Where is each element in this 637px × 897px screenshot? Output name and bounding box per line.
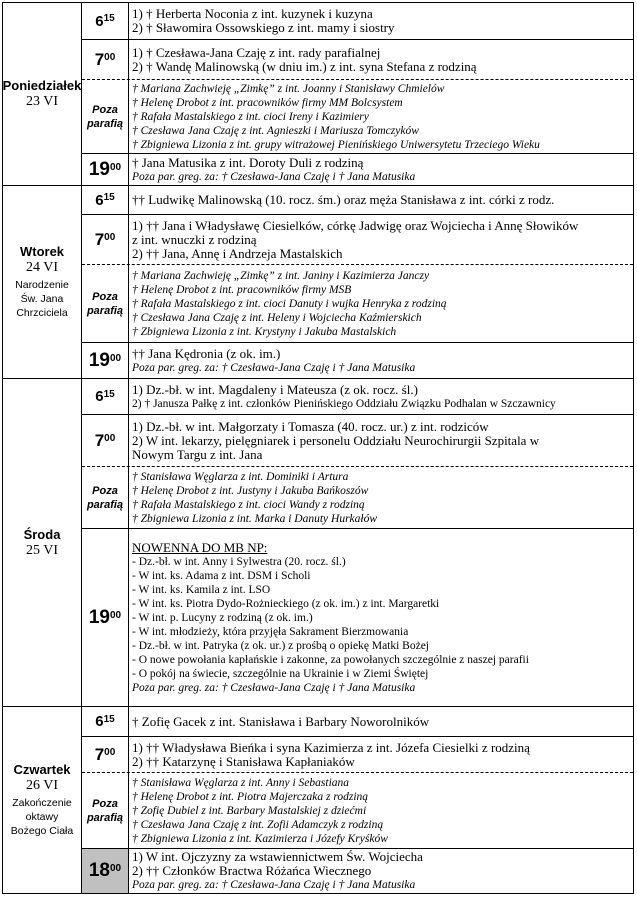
day-name: Wtorek [19,244,65,259]
gregorian-line: Poza par. greg. za: † Czesława-Jana Czaję i † Jana Matusika [132,682,416,694]
intention-line: - O pokój na świecie, szczególnie na Ukrainie i w Ziemi Świętej [132,668,429,680]
mass-slot-1900 [82,154,633,186]
intention-line: - W int. ks. Adama z int. DSM i Scholi [132,570,311,582]
mass-time: 7 $^{00}$ [82,40,129,79]
intention-line: † Zbigniewa Lizonia z int. Marka i Danuty Hurkałów [132,512,378,525]
intention-line: 2) †† Członków Bractwa Różańca Wiecznego [132,864,372,878]
intention-line: † Zofię Gacek z int. Stanisława i Barbary Noworolników [132,714,430,729]
mass-slot-0615 [82,3,633,40]
intention-line: 2) † Sławomira Ossowskiego z int. mamy i siostry [132,21,395,35]
intention-line: † Czesława Jana Czaję z int. Agnieszki i Mariusza Tomczyków [132,124,419,137]
intention-line: † Stanisława Węglarza z int. Dominiki i Artura [132,470,349,483]
mass-slot-0700 [82,40,633,80]
mass-time: 6 $^{15}$ [82,379,129,414]
intention-line: 2) † Wandę Malinowską (w dniu im.) z int. syna Stefana z rodziną [132,59,477,74]
intention-line: † Helenę Drobot z int. Justyny i Jakuba Bańkoszów [132,484,369,497]
intentions [129,529,633,707]
mass-time: 18 $^{00}$ [82,849,129,893]
intention-line: † Mariana Zachwieję „Zimkę” z int. Joanny i Stanisławy Chmielów [132,82,445,95]
mass-slot-1900 [82,343,633,379]
day-label-cell [3,3,82,185]
day-date: 26 VI [25,778,59,793]
intention-line: 1) †† Jana i Władysławę Ciesielków, córkę Jadwigę oraz Wojciecha i Annę Słowików [132,218,579,233]
outside-parish-label: Poza parafią [82,773,129,848]
intention-line: † Helenę Drobot z int. pracowników firmy MM Bolcsystem [132,96,403,109]
intention-line: 1) Dz.-bł. w int. Małgorzaty i Tomasza (40. rocz. ur.) z int. rodziców [132,419,489,434]
intention-line: † Helenę Drobot z int. pracowników firmy MSB [132,283,352,296]
intentions [129,186,633,214]
gregorian-line: Poza par. greg. za: † Czesława-Jana Czaję i † Jana Matusika [132,879,416,891]
mass-slot-0615 [82,186,633,215]
gregorian-line: Poza par. greg. za: † Czesława-Jana Czaję i † Jana Matusika [132,171,416,183]
intentions [129,80,633,153]
intention-line: 1) W int. Ojczyzny za wstawiennictwem Św. Wojciecha [132,850,423,864]
intention-line: †† Ludwikę Malinowską (10. rocz. śm.) oraz męża Stanisława z int. córki z rodz. [132,193,555,207]
mass-slot-1800 [82,849,633,893]
day-thursday [3,707,633,893]
intention-line: 2) † Janusza Pałkę z int. członków Pienińskiego Oddziału Związku Podhalan w Szczawnicy [132,397,556,410]
day-name: Czwartek [13,762,71,777]
day-wednesday [3,379,633,707]
mass-time: 19 $^{00}$ [82,154,129,186]
day-label-cell [3,379,82,706]
intention-line: † Zbigniewa Lizonia z int. grupy witrażowej Pienińskiego Uniwersytetu Trzeciego Wieku [132,138,540,151]
mass-time: 7 $^{00}$ [82,415,129,466]
intention-line: Nowym Targu z int. Jana [132,447,263,462]
intentions [129,343,633,379]
day-note: Zakończenie oktawy Bożego Ciała [10,797,74,837]
mass-time: 6 $^{15}$ [82,707,129,736]
intention-line: † Helenę Drobot z int. Piotra Majerczaka z rodziną [132,790,369,803]
intentions [129,415,633,466]
mass-time: 6 $^{15}$ [82,3,129,39]
intention-line: - Dz.-bł. w int. Anny i Sylwestra (20. rocz. śl.) [132,556,346,568]
intention-line: 2) †† Jana, Annę i Andrzeja Mastalskich [132,246,343,261]
day-note: Narodzenie Św. Jana Chrzciciela [15,279,69,319]
outside-parish-label: Poza parafią [82,265,129,342]
intention-line: - W int. ks. Kamila z int. LSO [132,584,271,596]
intention-line: z int. wnuczki z rodziną [132,232,257,247]
intentions [129,154,633,186]
mass-slot-0700 [82,415,633,467]
day-label-cell [3,707,82,893]
mass-slot-outside-parish [82,467,633,529]
intentions [129,265,633,342]
mass-slot-outside-parish [82,80,633,154]
intentions [129,3,633,39]
outside-parish-label: Poza parafią [82,467,129,528]
mass-slot-0615 [82,707,633,737]
intention-line: † Czesława Jana Czaję z int. Heleny i Wojciecha Kaźmierskich [132,311,422,324]
intentions [129,737,633,772]
intention-line: - Dz.-bł. w int. Patryka (z ok. ur.) z prośbą o opiekę Matki Bożej [132,640,430,652]
intentions [129,467,633,528]
intention-line: 2) W int. lekarzy, pielęgniarek i personelu Oddziału Neurochirurgii Szpitala w [132,433,540,448]
intention-line: - W int. ks. Piotra Dydo-Rożnieckiego (z ok. im.) z int. Margaretki [132,598,440,610]
day-date: 24 VI [25,260,59,275]
intentions [129,773,633,848]
intention-line: † Jana Matusika z int. Doroty Duli z rodziną [132,156,364,170]
intention-line: † Rafała Mastalskiego z int. cioci Danuty i wujka Henryka z rodziną [132,297,447,310]
intention-line: † Czesława Jana Czaję z int. Zofii Adamczyk z rodziną [132,818,384,831]
day-name: Środa [23,526,61,542]
novena-header: NOWENNA DO MB NP: [132,541,268,555]
intentions [129,379,633,414]
day-label-cell [3,186,82,378]
intention-line: † Zbigniewa Lizonia z int. Kazimierza i Józefy Kryśków [132,832,388,845]
day-name: Poniedziałek [2,78,82,93]
mass-slot-0700 [82,215,633,265]
intention-line: 1) Dz.-bł. w int. Magdaleny i Mateusza (z ok. rocz. śl.) [132,382,418,397]
outside-parish-label: Poza parafią [82,80,129,153]
day-date: 25 VI [25,542,59,558]
mass-time: 7 $^{00}$ [82,737,129,772]
intention-line: 2) †† Katarzynę i Stanisława Kapłaniaków [132,754,355,769]
intention-line: †† Jana Kędronia (z ok. im.) [132,347,281,361]
intentions [129,849,633,893]
mass-time: 19 $^{00}$ [82,343,129,379]
mass-schedule-table [2,2,634,894]
mass-slot-outside-parish [82,773,633,849]
mass-time: 6 $^{15}$ [82,186,129,214]
intention-line: † Zbigniewa Lizonia z int. Krystyny i Jakuba Mastalskich [132,325,397,338]
intention-line: 1) †† Władysława Bieńka i syna Kazimierza z int. Józefa Ciesielki z rodziną [132,740,530,755]
day-monday [3,3,633,186]
mass-slot-0700 [82,737,633,773]
intentions [129,40,633,79]
mass-slot-1900 [82,529,633,707]
intention-line: 1) † Czesława-Jana Czaję z int. rady parafialnej [132,45,381,60]
intention-line: † Mariana Zachwieję „Zimkę” z int. Janiny i Kazimierza Janczy [132,269,430,282]
intention-line: - W int. młodzieży, która przyjęła Sakrament Bierzmowania [132,626,409,638]
intention-line: † Zofię Dubiel z int. Barbary Mastalskiej z dziećmi [132,804,367,817]
intentions [129,215,633,264]
mass-slot-0615 [82,379,633,415]
intention-line: 1) † Herberta Noconia z int. kuzynek i kuzyna [132,7,373,21]
intention-line: † Stanisława Węglarza z int. Anny i Sebastiana [132,776,350,789]
mass-time: 7 $^{00}$ [82,215,129,264]
mass-slot-outside-parish [82,265,633,343]
intention-line: - O nowe powołania kapłańskie i zakonne, za powołanych szczególnie z naszej parafii [132,654,529,666]
intention-line: † Rafała Mastalskiego z int. cioci Ireny i Kazimiery [132,110,369,123]
intention-line: † Rafała Mastalskiego z int. cioci Wandy z rodziną [132,498,365,511]
intentions [129,707,633,736]
day-tuesday [3,186,633,379]
day-date: 23 VI [25,94,59,109]
intention-line: - W int. p. Lucyny z rodziną (z ok. im.) [132,612,313,624]
mass-time: 19 $^{00}$ [82,529,129,707]
gregorian-line: Poza par. greg. za: † Czesława-Jana Czaję i † Jana Matusika [132,362,416,374]
